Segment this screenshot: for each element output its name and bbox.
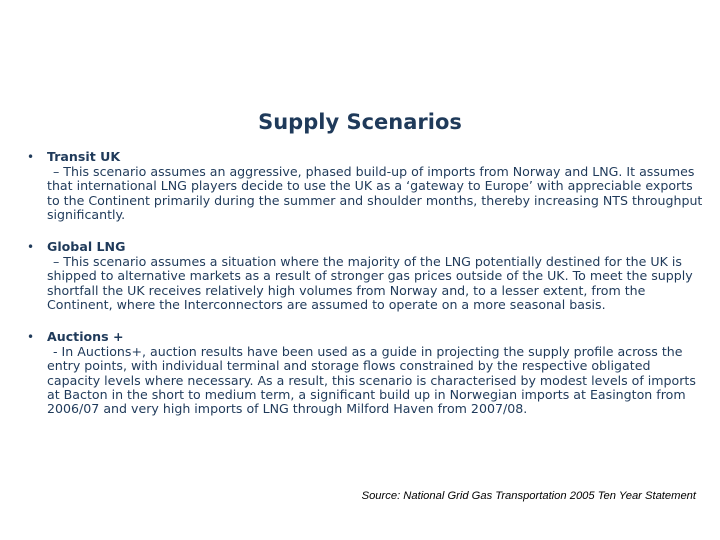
scenario-list xyxy=(27,150,707,434)
scenario-description: – This scenario assumes a situation where the majority of the LNG potentially destined for the UK is shipped to alternative markets as a result of stronger gas prices outside of the UK. To meet the supply shortfall the UK receives relatively high volumes from Norway and, to a lesser extent, from the Continent, where the Interconnectors are assumed to operate on a more seasonal basis. xyxy=(47,254,693,312)
list-item-transit-uk xyxy=(27,150,707,222)
scenario-description: - In Auctions+, auction results have been used as a guide in projecting the supply profile across the entry points, with individual terminal and storage flows constrained by the respective obligated capacity levels where necessary. As a result, this scenario is characterised by modest levels of imports at Bacton in the short to medium term, a significant build up in Norwegian imports at Easington from 2006/07 and very high imports of LNG through Milford Haven from 2007/08. xyxy=(47,344,696,417)
bullet-icon: • xyxy=(27,240,35,255)
list-item-global-lng xyxy=(27,240,707,312)
page-title-text: Supply Scenarios xyxy=(258,110,462,134)
scenario-heading: Auctions + xyxy=(47,329,124,345)
bullet-icon: • xyxy=(27,150,35,164)
scenario-heading: Transit UK xyxy=(47,149,121,164)
bullet-icon: • xyxy=(27,330,35,345)
scenario-description: – This scenario assumes an aggressive, phased build-up of imports from Norway and LNG. It assumes that international LNG players decide to use the UK as a ‘gateway to Europe’ with appreciable exports to the Continent primarily during the summer and shoulder months, thereby increasing NTS throughput significantly. xyxy=(47,164,703,222)
list-item-auctions-plus xyxy=(27,330,707,416)
scenario-heading: Global LNG xyxy=(47,239,126,255)
page-title xyxy=(0,110,720,134)
source-citation: Source: National Grid Gas Transportation 2005 Ten Year Statement xyxy=(361,490,696,502)
